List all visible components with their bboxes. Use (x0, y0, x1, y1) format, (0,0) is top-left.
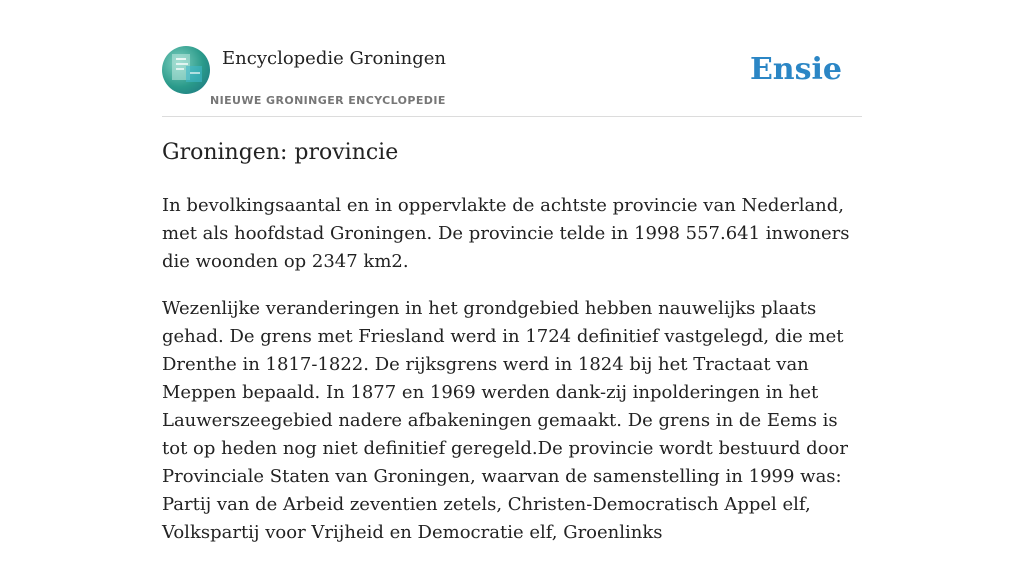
article-paragraph: Wezenlijke veranderingen in het grondgebied hebben nauwelijks plaats gehad. De grens met Friesland werd in 1724 definitief vastgelegd, die met Drenthe in 1817-1822. De rijksgrens werd in 1824 bij het Tractaat van Meppen bepaald. In 1877 en 1969 werden dank-zij inpolderingen in het Lauwerszeegebied nadere afbakeningen gemaakt. De grens in de Eems is tot op heden nog niet definitief geregeld.De provincie wordt bestuurd door Provinciale Staten van Groningen, waarvan de samenstelling in 1999 was: Partij van de Arbeid zeventien zetels, Christen-Democratisch Appel elf, Volkspartij voor Vrijheid en Democratie elf, Groenlinks (162, 298, 848, 543)
site-header (162, 46, 862, 117)
article-paragraph: In bevolkingsaantal en in oppervlakte de achtste provincie van Nederland, met als hoofdstad Groningen. De provincie telde in 1998 557.641 inwoners die woonden op 2347 km2. (162, 195, 850, 272)
article-title: Groningen: provincie (162, 140, 399, 165)
encyclopedia-logo-icon[interactable] (162, 46, 210, 94)
site-name[interactable]: Encyclopedie Groningen (222, 48, 447, 69)
site-subtitle: NIEUWE GRONINGER ENCYCLOPEDIE (210, 94, 446, 107)
article-body (162, 192, 862, 566)
ensie-brand-logo[interactable]: Ensie (749, 52, 842, 87)
